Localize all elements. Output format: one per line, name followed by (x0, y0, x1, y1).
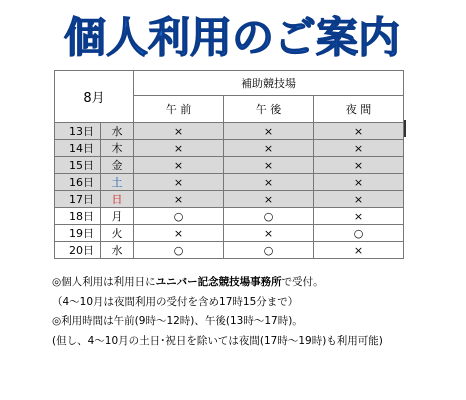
slot-night: × (314, 123, 404, 140)
note-line-3: ◎利用時間は午前(9時～12時)、午後(13時～17時)。 (52, 315, 303, 327)
table-row (55, 225, 404, 242)
slot-morning: × (134, 157, 224, 174)
slot-morning: ○ (134, 242, 224, 259)
slot-morning: × (134, 225, 224, 242)
row-date: 17日 (55, 191, 101, 208)
note-line-1-prefix: ◎個人利用は利用日に (52, 276, 156, 288)
row-day-of-week: 水 (101, 123, 134, 140)
slot-night: × (314, 174, 404, 191)
slot-afternoon: ○ (224, 208, 314, 225)
row-day-of-week: 日 (101, 191, 134, 208)
slot-morning: × (134, 140, 224, 157)
column-header-morning: 午 前 (134, 96, 224, 123)
table-row (55, 191, 404, 208)
slot-afternoon: × (224, 174, 314, 191)
note-line-1-office: ユニバー記念競技場事務所 (155, 276, 282, 288)
row-day-of-week: 木 (101, 140, 134, 157)
row-date: 19日 (55, 225, 101, 242)
slot-morning: × (134, 174, 224, 191)
row-date: 18日 (55, 208, 101, 225)
slot-night: × (314, 242, 404, 259)
row-day-of-week: 土 (101, 174, 134, 191)
slot-morning: ○ (134, 208, 224, 225)
column-header-afternoon: 午 後 (224, 96, 314, 123)
slot-morning: × (134, 123, 224, 140)
table-row (55, 208, 404, 225)
column-header-night: 夜 間 (314, 96, 404, 123)
table-row (55, 157, 404, 174)
table-row (55, 174, 404, 191)
row-day-of-week: 金 (101, 157, 134, 174)
note-line-1-suffix: で受付。 (281, 276, 324, 288)
slot-night: × (314, 208, 404, 225)
usage-notes (52, 273, 383, 351)
section-label: 補助競技場 (134, 71, 404, 96)
note-line-4: (但し、4～10月の土日･祝日を除いては夜間(17時～19時)も利用可能) (52, 334, 383, 347)
row-date: 13日 (55, 123, 101, 140)
table-row (55, 242, 404, 259)
slot-afternoon: × (224, 123, 314, 140)
slot-afternoon: × (224, 191, 314, 208)
slot-morning: × (134, 191, 224, 208)
slot-night: × (314, 140, 404, 157)
row-date: 14日 (55, 140, 101, 157)
slot-afternoon: ○ (224, 242, 314, 259)
row-day-of-week: 火 (101, 225, 134, 242)
row-date: 16日 (55, 174, 101, 191)
page-title (52, 10, 412, 62)
month-label: 8月 (55, 71, 134, 123)
note-line-2: （4～10月は夜間利用の受付を含め17時15分まで） (52, 295, 299, 308)
table-edge-marker (404, 120, 406, 137)
row-day-of-week: 月 (101, 208, 134, 225)
slot-night: × (314, 157, 404, 174)
schedule-table (54, 70, 404, 259)
slot-night: × (314, 191, 404, 208)
row-day-of-week: 水 (101, 242, 134, 259)
table-row (55, 123, 404, 140)
note-line-1 (52, 273, 383, 293)
row-date: 15日 (55, 157, 101, 174)
slot-afternoon: × (224, 157, 314, 174)
slot-night: ○ (314, 225, 404, 242)
slot-afternoon: × (224, 140, 314, 157)
table-row (55, 140, 404, 157)
slot-afternoon: × (224, 225, 314, 242)
page-title-text: 個人利用のご案内 (63, 13, 401, 62)
row-date: 20日 (55, 242, 101, 259)
